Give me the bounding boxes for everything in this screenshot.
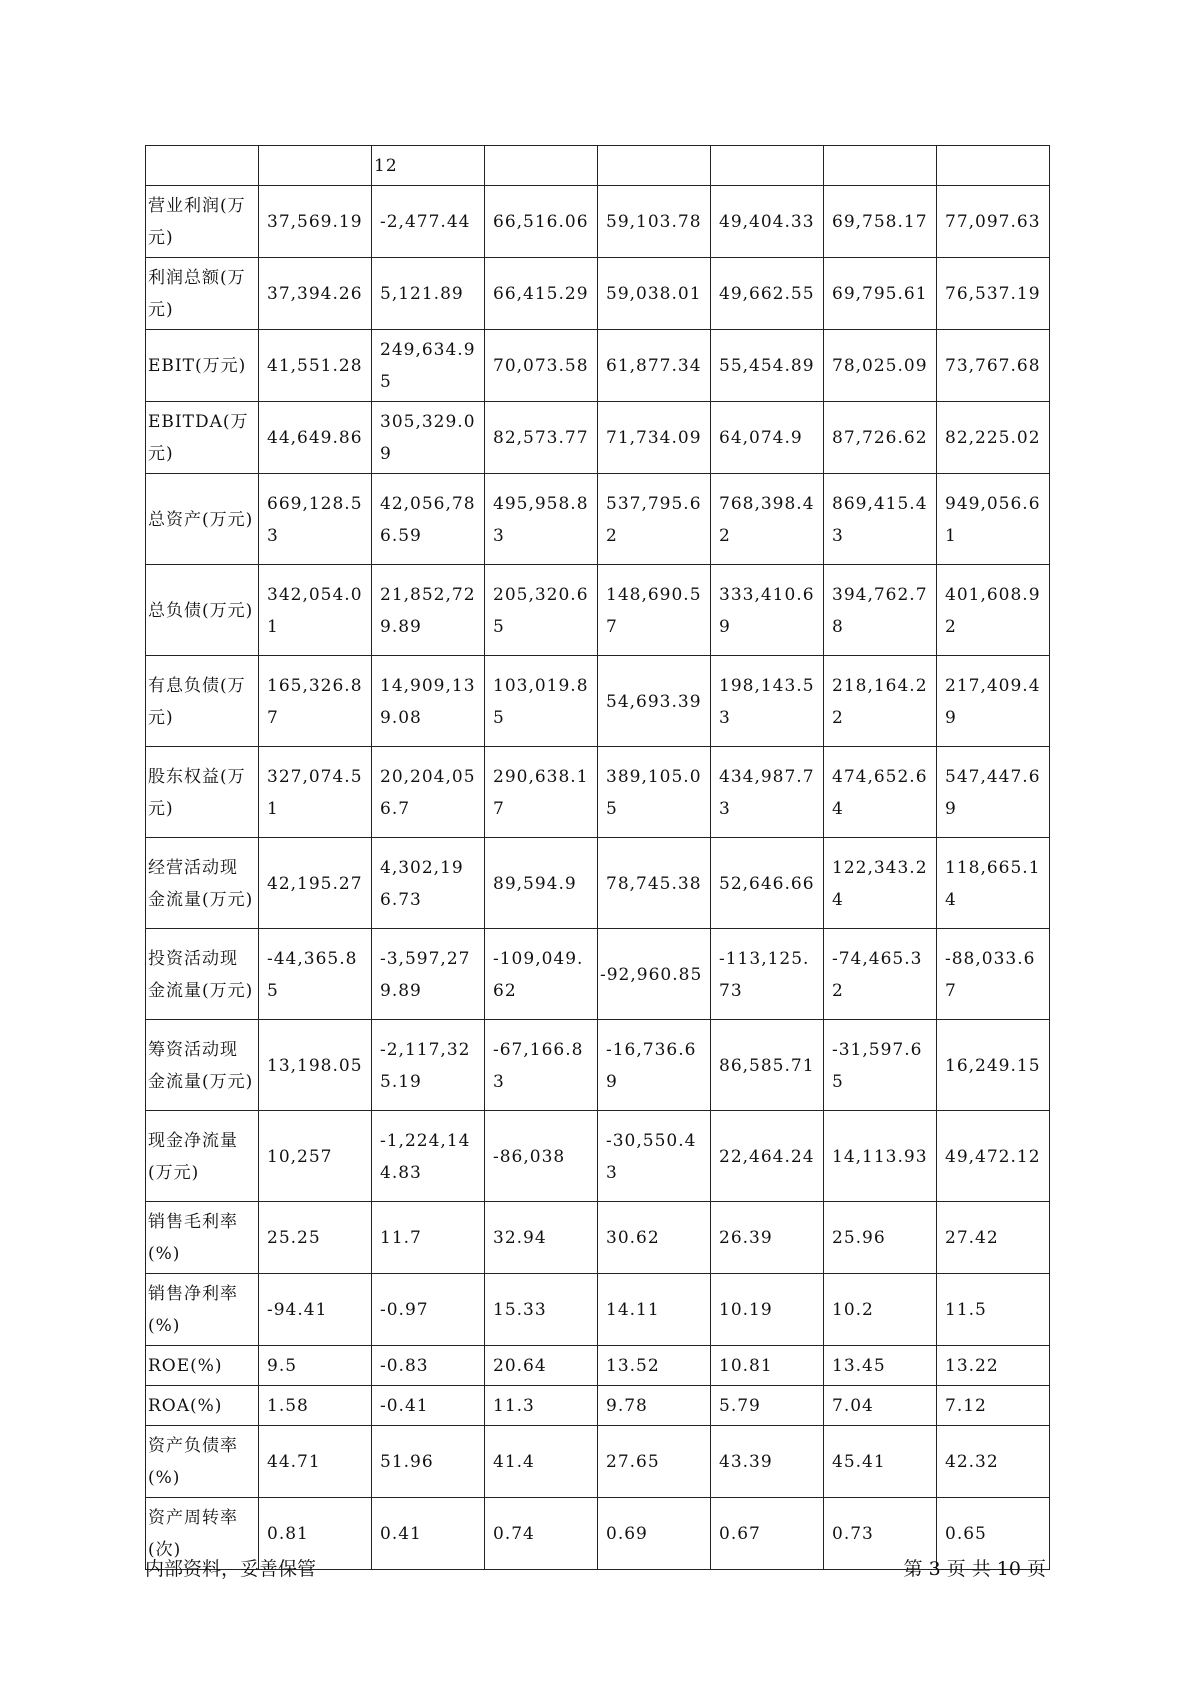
table-cell: 13.22 [937,1346,1050,1386]
table-cell: 401,608.92 [937,565,1050,656]
row-label: 资产周转率(次) [146,1498,259,1570]
table-cell: 148,690.57 [598,565,711,656]
table-cell: 495,958.83 [485,474,598,565]
table-cell: 290,638.17 [485,747,598,838]
table-cell: 11.5 [937,1274,1050,1346]
row-label: 营业利润(万元) [146,186,259,258]
table-cell: 61,877.34 [598,330,711,402]
table-row [146,186,1050,258]
table-cell: 69,758.17 [824,186,937,258]
table-cell: -0.41 [372,1386,485,1426]
table-cell: 869,415.43 [824,474,937,565]
table-cell: 13.45 [824,1346,937,1386]
table-cell: 77,097.63 [937,186,1050,258]
table-row [146,747,1050,838]
table-cell: 45.41 [824,1426,937,1498]
table-cell: 0.41 [372,1498,485,1570]
table-cell: 0.67 [711,1498,824,1570]
table-cell: 327,074.51 [259,747,372,838]
table-cell: 11.3 [485,1386,598,1426]
table-cell: 768,398.42 [711,474,824,565]
table-cell: 394,762.78 [824,565,937,656]
table-cell: 37,394.26 [259,258,372,330]
table-row [146,330,1050,402]
table-cell: 342,054.01 [259,565,372,656]
table-cell: 7.04 [824,1386,937,1426]
table-cell: 537,795.62 [598,474,711,565]
row-label: 利润总额(万元) [146,258,259,330]
table-cell: 78,025.09 [824,330,937,402]
table-cell: 7.12 [937,1386,1050,1426]
table-cell: 103,019.85 [485,656,598,747]
table-cell [259,146,372,186]
table-cell: 44,649.86 [259,402,372,474]
row-label: ROA(%) [146,1386,259,1426]
table-cell [598,146,711,186]
table-cell: 305,329.09 [372,402,485,474]
table-cell: 9.5 [259,1346,372,1386]
table-cell: -1,224,144.83 [372,1111,485,1202]
table-cell: 5,121.89 [372,258,485,330]
table-row [146,1386,1050,1426]
table-cell: -2,477.44 [372,186,485,258]
table-cell: 10.19 [711,1274,824,1346]
table-cell: 122,343.24 [824,838,937,929]
table-cell: 4,302,196.73 [372,838,485,929]
table-cell: 27.42 [937,1202,1050,1274]
table-cell: -3,597,279.89 [372,929,485,1020]
table-cell: 27.65 [598,1426,711,1498]
footer-confidential-note: 内部资料，妥善保管 [145,1558,317,1580]
table-cell: 41.4 [485,1426,598,1498]
table-cell: -16,736.69 [598,1020,711,1111]
table-row [146,929,1050,1020]
table-cell: 86,585.71 [711,1020,824,1111]
table-cell: 949,056.61 [937,474,1050,565]
table-cell: 0.65 [937,1498,1050,1570]
table-cell: 14.11 [598,1274,711,1346]
table-cell: 205,320.65 [485,565,598,656]
row-label: 经营活动现金流量(万元) [146,838,259,929]
table-row [146,146,1050,186]
row-label: 投资活动现金流量(万元) [146,929,259,1020]
table-cell: -113,125.73 [711,929,824,1020]
table-cell: 55,454.89 [711,330,824,402]
table-cell: 10.81 [711,1346,824,1386]
table-cell: 49,662.55 [711,258,824,330]
table-cell: 73,767.68 [937,330,1050,402]
table-cell: 669,128.53 [259,474,372,565]
table-cell: 49,472.12 [937,1111,1050,1202]
table-cell: 44.71 [259,1426,372,1498]
table-row [146,565,1050,656]
financial-table [145,145,1050,1570]
table-cell: 16,249.15 [937,1020,1050,1111]
table-cell: 21,852,729.89 [372,565,485,656]
table-cell: -94.41 [259,1274,372,1346]
table-cell: 14,909,139.08 [372,656,485,747]
table-cell: 217,409.49 [937,656,1050,747]
table-row [146,1202,1050,1274]
table-cell [711,146,824,186]
row-label: 总资产(万元) [146,474,259,565]
table-cell: 25.25 [259,1202,372,1274]
table-cell: 11.7 [372,1202,485,1274]
table-cell: 20.64 [485,1346,598,1386]
table-cell: 71,734.09 [598,402,711,474]
table-cell: 70,073.58 [485,330,598,402]
table-cell: 82,573.77 [485,402,598,474]
row-label: 筹资活动现金流量(万元) [146,1020,259,1111]
table-cell: 30.62 [598,1202,711,1274]
table-cell: 9.78 [598,1386,711,1426]
table-cell: 42.32 [937,1426,1050,1498]
table-row [146,402,1050,474]
table-cell [485,146,598,186]
table-cell: -31,597.65 [824,1020,937,1111]
row-label: ROE(%) [146,1346,259,1386]
table-cell: 43.39 [711,1426,824,1498]
table-cell: 89,594.9 [485,838,598,929]
table-cell: 51.96 [372,1426,485,1498]
table-cell: -30,550.43 [598,1111,711,1202]
table-cell [824,146,937,186]
table-row [146,656,1050,747]
table-cell: 87,726.62 [824,402,937,474]
table-row [146,1111,1050,1202]
table-cell: 69,795.61 [824,258,937,330]
row-label: EBITDA(万元) [146,402,259,474]
row-label: 资产负债率(%) [146,1426,259,1498]
table-row [146,838,1050,929]
row-label: 现金净流量(万元) [146,1111,259,1202]
table-cell: 12 [372,146,485,186]
table-cell: 76,537.19 [937,258,1050,330]
table-cell: 249,634.95 [372,330,485,402]
table-cell: -44,365.85 [259,929,372,1020]
row-label: 销售净利率(%) [146,1274,259,1346]
table-cell: 82,225.02 [937,402,1050,474]
table-cell: 49,404.33 [711,186,824,258]
table-cell: 66,415.29 [485,258,598,330]
table-cell: 10,257 [259,1111,372,1202]
row-label: 有息负债(万元) [146,656,259,747]
table-cell: 59,103.78 [598,186,711,258]
row-label: 股东权益(万元) [146,747,259,838]
table-cell: 118,665.14 [937,838,1050,929]
table-cell: 434,987.73 [711,747,824,838]
table-cell: -109,049.62 [485,929,598,1020]
table-cell: 13.52 [598,1346,711,1386]
row-label: 销售毛利率(%) [146,1202,259,1274]
table-row [146,258,1050,330]
table-cell: 13,198.05 [259,1020,372,1111]
table-cell: -92,960.85 [598,929,711,1020]
table-cell: 10.2 [824,1274,937,1346]
row-label: EBIT(万元) [146,330,259,402]
table-cell: 59,038.01 [598,258,711,330]
table-row [146,1274,1050,1346]
table-cell: 14,113.93 [824,1111,937,1202]
table-row [146,1020,1050,1111]
table-cell: 474,652.64 [824,747,937,838]
table-cell: 42,056,786.59 [372,474,485,565]
table-cell: 32.94 [485,1202,598,1274]
table-cell: -86,038 [485,1111,598,1202]
table-cell: 218,164.22 [824,656,937,747]
table-cell: 41,551.28 [259,330,372,402]
table-cell: 15.33 [485,1274,598,1346]
financial-table-body [146,146,1050,1570]
table-cell: 26.39 [711,1202,824,1274]
table-cell: -0.97 [372,1274,485,1346]
table-cell: 52,646.66 [711,838,824,929]
table-cell: 198,143.53 [711,656,824,747]
table-cell: 547,447.69 [937,747,1050,838]
table-cell: 22,464.24 [711,1111,824,1202]
table-cell: 64,074.9 [711,402,824,474]
table-cell: 389,105.05 [598,747,711,838]
table-row [146,1426,1050,1498]
table-cell: 66,516.06 [485,186,598,258]
table-cell: -88,033.67 [937,929,1050,1020]
footer-page-number: 第 3 页 共 10 页 [903,1558,1046,1580]
table-cell: -2,117,325.19 [372,1020,485,1111]
table-cell: 333,410.69 [711,565,824,656]
table-row [146,1346,1050,1386]
table-cell: 165,326.87 [259,656,372,747]
table-row [146,474,1050,565]
table-cell: 54,693.39 [598,656,711,747]
table-cell: 78,745.38 [598,838,711,929]
table-cell: -0.83 [372,1346,485,1386]
table-cell: 1.58 [259,1386,372,1426]
table-cell [937,146,1050,186]
table-cell: 25.96 [824,1202,937,1274]
row-label: 总负债(万元) [146,565,259,656]
table-cell: 42,195.27 [259,838,372,929]
table-cell: 0.81 [259,1498,372,1570]
table-cell: -67,166.83 [485,1020,598,1111]
table-cell: 20,204,056.7 [372,747,485,838]
table-cell: 0.73 [824,1498,937,1570]
table-cell: 37,569.19 [259,186,372,258]
row-label [146,146,259,186]
table-cell: 5.79 [711,1386,824,1426]
table-cell: 0.69 [598,1498,711,1570]
table-cell: 0.74 [485,1498,598,1570]
table-cell: -74,465.32 [824,929,937,1020]
